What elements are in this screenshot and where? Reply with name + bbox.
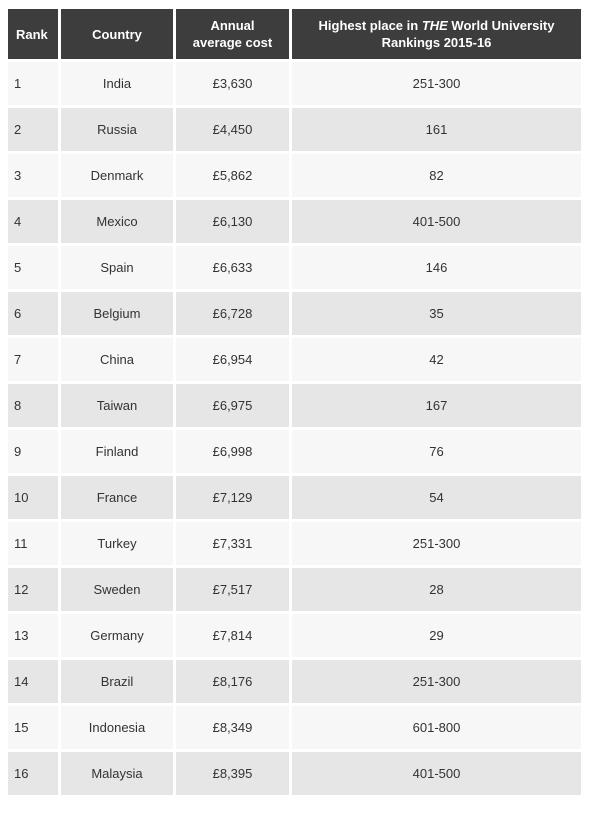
rank-cell: 9: [8, 430, 58, 473]
rank-cell: 4: [8, 200, 58, 243]
rank-cell: 12: [8, 568, 58, 611]
header-annual-cost: [176, 9, 289, 59]
header-country: Country: [61, 9, 173, 59]
table-row: [8, 752, 581, 795]
country-cell: Germany: [61, 614, 173, 657]
cost-cell: £7,814: [176, 614, 289, 657]
table-row: [8, 154, 581, 197]
rank-cell: 11: [8, 522, 58, 565]
rank-cell: 13: [8, 614, 58, 657]
rank-cell: 2: [8, 108, 58, 151]
cost-cell: £6,130: [176, 200, 289, 243]
rank-cell: 14: [8, 660, 58, 703]
cost-cell: £5,862: [176, 154, 289, 197]
table-row: [8, 706, 581, 749]
place-cell: 54: [292, 476, 581, 519]
place-cell: 251-300: [292, 522, 581, 565]
table-row: [8, 614, 581, 657]
place-cell: 401-500: [292, 200, 581, 243]
country-cell: Russia: [61, 108, 173, 151]
table-row: [8, 200, 581, 243]
cost-cell: £7,129: [176, 476, 289, 519]
country-cell: India: [61, 62, 173, 105]
header-cost-line1: Annual: [210, 18, 255, 33]
place-cell: 251-300: [292, 660, 581, 703]
table-header: [8, 9, 581, 59]
rankings-table: [5, 6, 584, 798]
country-cell: Finland: [61, 430, 173, 473]
place-cell: 601-800: [292, 706, 581, 749]
table-body: [8, 62, 581, 795]
cost-cell: £6,998: [176, 430, 289, 473]
place-cell: 29: [292, 614, 581, 657]
country-cell: Sweden: [61, 568, 173, 611]
place-cell: 146: [292, 246, 581, 289]
cost-cell: £6,975: [176, 384, 289, 427]
country-cell: Malaysia: [61, 752, 173, 795]
cost-cell: £8,349: [176, 706, 289, 749]
country-cell: Taiwan: [61, 384, 173, 427]
table-row: [8, 108, 581, 151]
cost-cell: £7,517: [176, 568, 289, 611]
table-row: [8, 292, 581, 335]
country-cell: Brazil: [61, 660, 173, 703]
cost-cell: £8,176: [176, 660, 289, 703]
cost-cell: £6,954: [176, 338, 289, 381]
header-place-line2: Rankings 2015-16: [381, 35, 492, 50]
rank-cell: 3: [8, 154, 58, 197]
place-cell: 167: [292, 384, 581, 427]
header-rank: Rank: [8, 9, 58, 59]
header-row: [8, 9, 581, 59]
rank-cell: 15: [8, 706, 58, 749]
header-highest-place: [292, 9, 581, 59]
rank-cell: 10: [8, 476, 58, 519]
cost-cell: £3,630: [176, 62, 289, 105]
country-cell: Denmark: [61, 154, 173, 197]
country-cell: Indonesia: [61, 706, 173, 749]
cost-cell: £7,331: [176, 522, 289, 565]
cost-cell: £8,395: [176, 752, 289, 795]
table-row: [8, 246, 581, 289]
cost-cell: £6,728: [176, 292, 289, 335]
place-cell: 76: [292, 430, 581, 473]
rank-cell: 8: [8, 384, 58, 427]
country-cell: Belgium: [61, 292, 173, 335]
header-place-post: World University: [447, 18, 555, 33]
table-row: [8, 430, 581, 473]
place-cell: 35: [292, 292, 581, 335]
table-row: [8, 62, 581, 105]
table-row: [8, 338, 581, 381]
place-cell: 42: [292, 338, 581, 381]
place-cell: 82: [292, 154, 581, 197]
table-row: [8, 522, 581, 565]
header-place-pre: Highest place in: [318, 18, 422, 33]
table-row: [8, 384, 581, 427]
country-cell: Turkey: [61, 522, 173, 565]
place-cell: 401-500: [292, 752, 581, 795]
country-cell: China: [61, 338, 173, 381]
header-place-em: THE: [421, 18, 448, 33]
place-cell: 251-300: [292, 62, 581, 105]
rank-cell: 5: [8, 246, 58, 289]
rank-cell: 7: [8, 338, 58, 381]
place-cell: 28: [292, 568, 581, 611]
cost-cell: £4,450: [176, 108, 289, 151]
table-row: [8, 660, 581, 703]
place-cell: 161: [292, 108, 581, 151]
country-cell: France: [61, 476, 173, 519]
table-row: [8, 476, 581, 519]
cost-cell: £6,633: [176, 246, 289, 289]
rank-cell: 6: [8, 292, 58, 335]
rank-cell: 16: [8, 752, 58, 795]
rank-cell: 1: [8, 62, 58, 105]
header-cost-line2: average cost: [192, 35, 273, 50]
country-cell: Spain: [61, 246, 173, 289]
table-row: [8, 568, 581, 611]
country-cell: Mexico: [61, 200, 173, 243]
